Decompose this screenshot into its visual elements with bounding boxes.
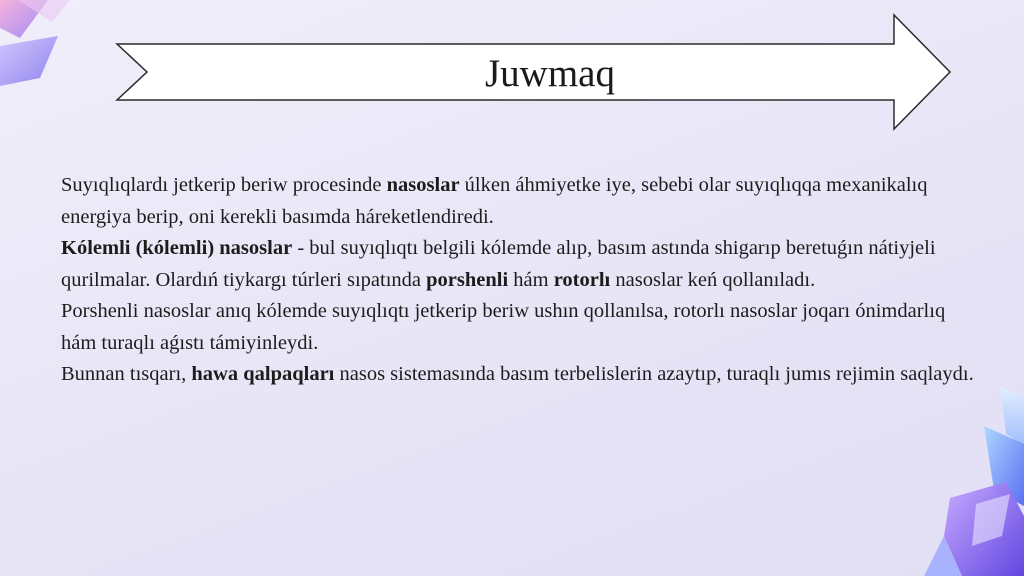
text-segment: - bul suyıqlıqtı belgili kólemde alıp, basım astında shigarıp beretuǵın nátiyjeli qurilmalar. Olardıń tiykargı túrleri sıpatında (61, 237, 936, 291)
paragraph-2 (61, 233, 981, 296)
text-segment-bold: Kólemli (kólemli) nasoslar (61, 237, 293, 259)
text-segment: nasos sistemasında basım terbelislerin azaytıp, turaqlı jumıs rejimin saqlaydı. (334, 363, 974, 385)
paragraph-1 (61, 170, 981, 233)
paragraph-4 (61, 359, 981, 391)
text-segment: hám (508, 268, 554, 291)
text-segment-bold: porshenli (426, 268, 509, 291)
text-segment: Porshenli nasoslar anıq kólemde suyıqlıqtı jetkerip beriw ushın qollanılsa, rotorlı nasoslar joqarı ónimdarlıq hám turaqlı aǵıstı támiyinleydi. (61, 300, 946, 354)
text-segment-bold: rotorlı (553, 268, 611, 291)
text-segment: Bunnan tısqarı, (61, 363, 192, 385)
body-text (61, 170, 981, 391)
slide-title: Juwmaq (485, 52, 615, 95)
text-segment: Suyıqlıqlardı jetkerip beriw procesinde (61, 174, 387, 196)
text-segment: nasoslar keń qollanıladı. (610, 268, 816, 291)
text-segment-bold: hawa qalpaqları (191, 363, 335, 385)
paragraph-3 (61, 296, 981, 359)
text-segment: úlken áhmiyetke iye, sebebi olar suyıqlıqqa mexanikalıq energiya berip, oni kerekli basımda háreketlendiredi. (61, 174, 928, 228)
text-segment-bold: nasoslar (386, 174, 460, 196)
decorative-crystal-bottom-right (914, 386, 1024, 576)
